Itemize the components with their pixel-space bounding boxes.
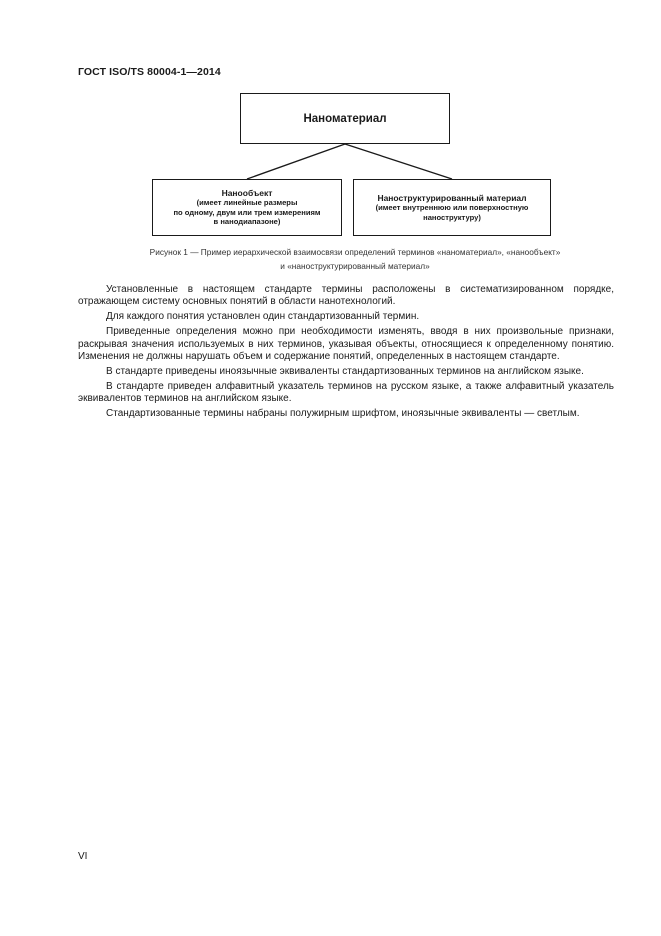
figure-caption (60, 245, 650, 273)
nanostructured-material-desc-line: наноструктуру) (423, 212, 481, 222)
connector-left (247, 144, 345, 179)
nanomaterial-box (240, 93, 450, 144)
hierarchy-diagram (0, 0, 661, 240)
nano-object-box (152, 179, 342, 236)
nano-object-desc-line: по одному, двум или трем измерениям (173, 207, 321, 217)
nano-object-desc-line: (имеет линейные размеры (196, 198, 298, 208)
paragraph: Приведенные определения можно при необходимости изменять, вводя в них произвольные признаки, раскрывая значения используемых в них терминов, указывая объекты, относящиеся к определенному понятию. Изменения не должны нарушать объем и содержание понятий, определенных в настоящем стандарте. (78, 326, 614, 363)
paragraph: В стандарте приведены иноязычные эквиваленты стандартизованных терминов на английском языке. (106, 365, 584, 377)
nano-object-desc-line: в нанодиапазоне) (213, 217, 281, 227)
page-number: VI (78, 851, 88, 862)
paragraph: Для каждого понятия установлен один стандартизованный термин. (106, 311, 420, 323)
paragraph: Установленные в настоящем стандарте термины расположены в систематизированном порядке, отражающем систему основных понятий в области нанотехнологий. (78, 284, 614, 308)
nano-object-title: Нанообъект (221, 188, 273, 199)
paragraph: В стандарте приведен алфавитный указатель терминов на русском языке, а также алфавитный указатель эквивалентов терминов на английском языке. (78, 380, 614, 405)
caption-line-1: Рисунок 1 — Пример иерархической взаимосвязи определений терминов «наноматериал», «нанообъект» (149, 247, 561, 257)
connector-right (345, 144, 452, 179)
nanostructured-material-box (353, 179, 551, 236)
nanomaterial-title: Наноматериал (303, 112, 387, 125)
nanostructured-material-title: Наноструктурированный материал (377, 193, 527, 204)
paragraph: Стандартизованные термины набраны полужирным шрифтом, иноязычные эквиваленты — светлым. (106, 408, 580, 420)
caption-line-2: и «наноструктурированный материал» (280, 261, 430, 271)
nanostructured-material-desc-line: (имеет внутреннюю или поверхностную (375, 203, 529, 213)
body-text (78, 284, 614, 423)
document-header: ГОСТ ISO/TS 80004-1—2014 (78, 66, 221, 78)
